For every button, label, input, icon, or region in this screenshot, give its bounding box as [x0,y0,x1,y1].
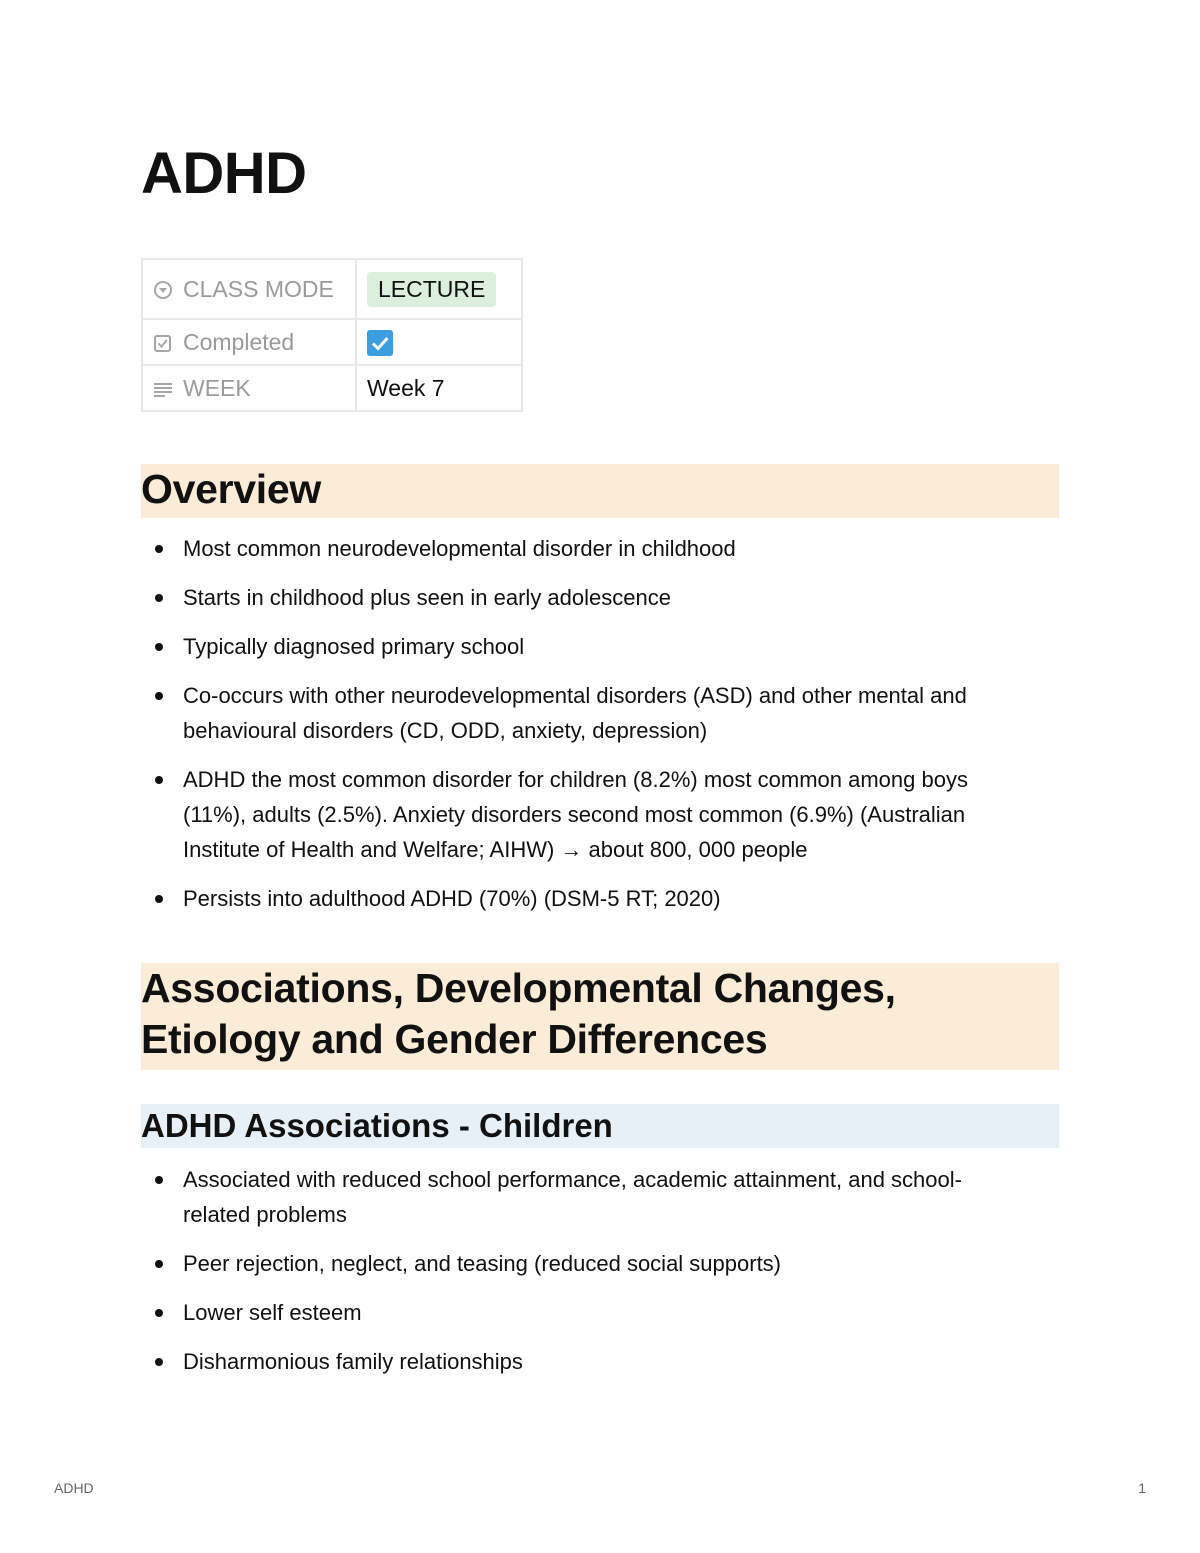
property-row-completed [142,319,522,365]
associations-list [141,1162,1059,1393]
list-item: Peer rejection, neglect, and teasing (reduced social supports) [141,1246,1059,1281]
completed-checkbox[interactable] [367,330,393,356]
list-item: Starts in childhood plus seen in early adolescence [141,580,1059,615]
property-key-completed [142,319,356,365]
property-label: Completed [183,328,295,355]
list-item: Co-occurs with other neurodevelopmental disorders (ASD) and other mental and behavioural disorders (CD, ODD, anxiety, depression) [141,678,1059,748]
property-value-class-mode[interactable] [356,259,522,319]
page-title: ADHD [141,141,307,206]
list-item: Most common neurodevelopmental disorder in childhood [141,531,1059,566]
text-lines-icon [153,379,173,399]
class-mode-tag[interactable]: LECTURE [367,272,496,307]
associations-children-heading: ADHD Associations - Children [141,1104,1059,1148]
page-number: 1 [1138,1480,1146,1496]
property-value-week[interactable]: Week 7 [356,365,522,411]
property-label: CLASS MODE [183,275,334,302]
property-key-week [142,365,356,411]
property-value-completed[interactable] [356,319,522,365]
property-label: WEEK [183,374,251,401]
list-item: Typically diagnosed primary school [141,629,1059,664]
list-item: Associated with reduced school performance, academic attainment, and school-related problems [141,1162,1059,1232]
overview-heading: Overview [141,464,1059,518]
property-row-week [142,365,522,411]
associations-heading: Associations, Developmental Changes, Etiology and Gender Differences [141,963,1059,1070]
check-icon [367,330,393,356]
checkbox-icon [153,333,173,353]
list-item: Lower self esteem [141,1295,1059,1330]
list-item: ADHD the most common disorder for children (8.2%) most common among boys (11%), adults (2.5%). Anxiety disorders second most common (6.9%) (Australian Institute of Health and Welfare; AIHW) → about 800, 000 people [141,762,1059,867]
properties-table [141,258,523,412]
property-key-class-mode [142,259,356,319]
footer-title: ADHD [54,1480,94,1496]
property-row-class-mode [142,259,522,319]
list-item: Disharmonious family relationships [141,1344,1059,1379]
list-item: Persists into adulthood ADHD (70%) (DSM-5 RT; 2020) [141,881,1059,916]
select-icon [153,280,173,300]
overview-list [141,531,1059,930]
